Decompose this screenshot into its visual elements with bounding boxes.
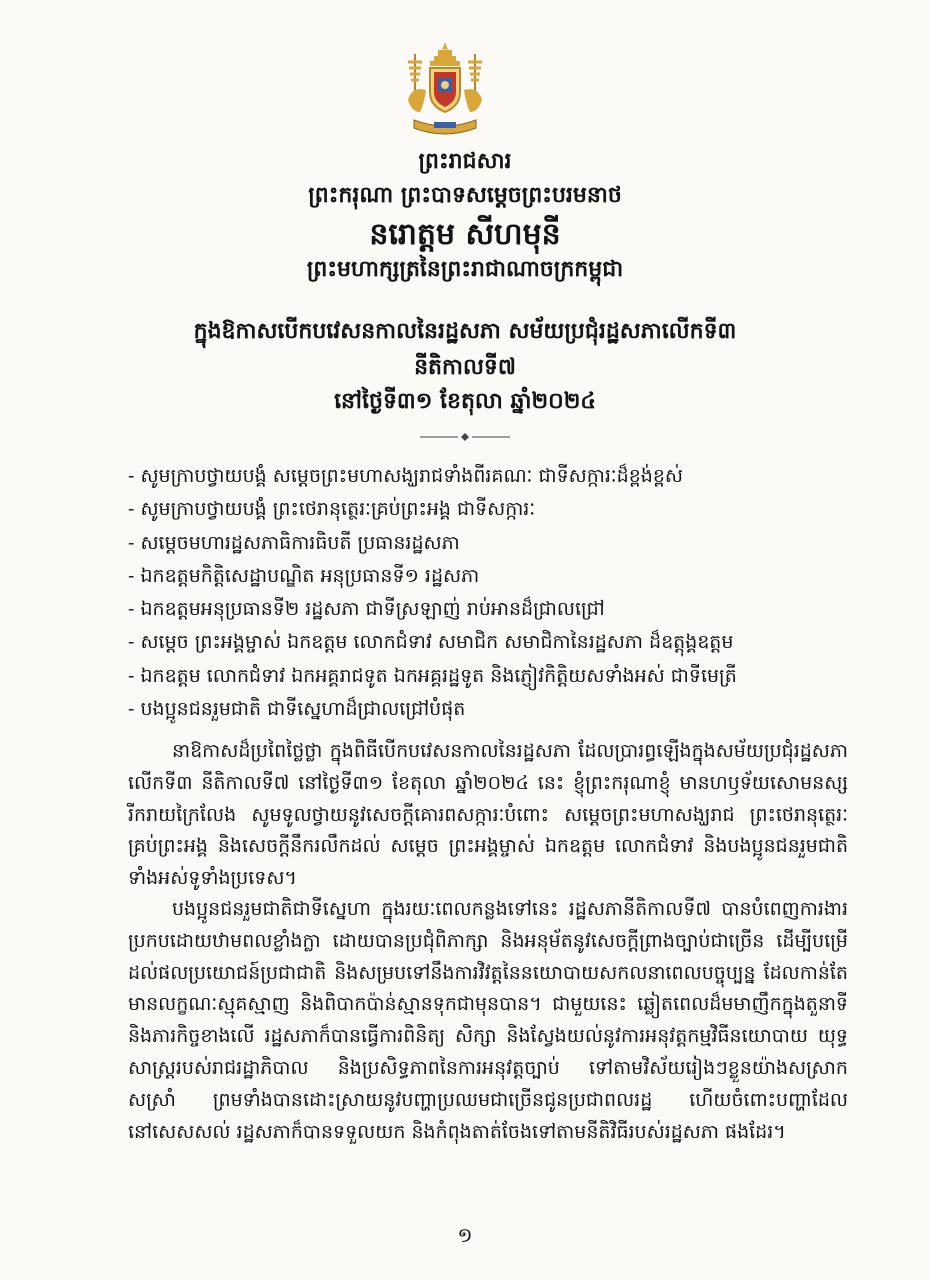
salutation-item: - សម្តេច ព្រះអង្គម្ចាស់ ឯកឧត្តម លោកជំទាវ សមាជិក សមាជិកានៃរដ្ឋសភា ដ៏ឧត្តុង្គឧត្តម: [128, 631, 734, 654]
salutation-item: - សម្តេចមហារដ្ឋសភាធិការធិបតី ប្រធានរដ្ឋសភា: [128, 531, 460, 554]
ornamental-divider: [420, 432, 510, 442]
salutation-item: - បងប្អូនជនរួមជាតិ ជាទីស្នេហាដ៏ជ្រាលជ្រៅបំផុត: [128, 698, 466, 721]
salutation-item: - សូមក្រាបថ្វាយបង្គំ សម្តេចព្រះមហាសង្ឃរាជទាំងពីរគណៈ ជាទីសក្ការៈដ៏ខ្ពង់ខ្ពស់: [128, 465, 684, 487]
page-number: ១: [457, 1223, 473, 1247]
salutation-item: - សូមក្រាបថ្វាយបង្គំ ព្រះថេរានុត្ថេរៈគ្រប់ព្រះអង្គ ជាទីសក្ការៈ: [128, 498, 536, 521]
salutations-list: [128, 460, 848, 726]
king-name: នរោត្តម សីហមុនី: [369, 217, 561, 252]
body-paragraph-2: បងប្អូនជនរួមជាតិជាទីស្នេហា ក្នុងរយៈពេលកន្លងទៅនេះ រដ្ឋសភានីតិកាលទី៧ បានបំពេញការងារប្រកបដោយឋាមពលខ្លាំងក្លា ដោយបានប្រជុំពិភាក្សា និងអនុម័តនូវសេចក្តីព្រាងច្បាប់ជាច្រើន ដើម្បីបម្រើដល់ផលប្រយោជន៍ប្រជាជាតិ និងសម្របទៅនឹងការវិវត្តនៃនយោបាយសកលនាពេលបច្ចុប្បន្ន ដែលកាន់តែមានលក្ខណៈស្មុគស្មាញ និងពិបាកប៉ាន់ស្មានទុកជាមុនបាន។ ជាមួយនេះ ឆ្លៀតពេលដ៏មមាញឹកក្នុងតួនាទីនិងភារកិច្ចខាងលើ រដ្ឋសភាក៏បានធ្វើការពិនិត្យ សិក្សា និងស្វែងយល់នូវការអនុវត្តកម្មវិធីនយោបាយ យុទ្ធសាស្ត្ររបស់រាជរដ្ឋាភិបាល និងប្រសិទ្ធភាពនៃការអនុវត្តច្បាប់ ទៅតាមវិស័យរៀងៗខ្លួនយ៉ាងសស្រាកសស្រាំ ព្រមទាំងបានដោះស្រាយនូវបញ្ហាប្រឈមជាច្រើនជូនប្រជាពលរដ្ឋ ហើយចំពោះបញ្ហាដែលនៅសេសសល់ រដ្ឋសភាក៏បានទទួលយក និងកំពុងតាត់ចែងទៅតាមនីតិវិធីរបស់រដ្ឋសភា ផងដែរ។: [128, 898, 848, 1143]
salutation-item: - ឯកឧត្តម លោកជំទាវ ឯកអគ្គរាជទូត ឯកអគ្គរដ្ឋទូត និងភ្ញៀវកិត្តិយសទាំងអស់ ជាទីមេត្រី: [128, 664, 737, 687]
salutation-item: - ឯកឧត្តមអនុប្រធានទី២ រដ្ឋសភា ជាទីស្រឡាញ់ រាប់អានដ៏ជ្រាលជ្រៅ: [128, 598, 605, 621]
king-role-line: ព្រះមហាក្សត្រនៃព្រះរាជាណាចក្រកម្ពុជា: [306, 256, 624, 282]
body-paragraph-1: នាឱកាសដ៏ប្រពៃថ្លៃថ្លា ក្នុងពិធីបើកបវេសនកាលនៃរដ្ឋសភា ដែលប្រារព្ធឡើងក្នុងសម័យប្រជុំរដ្ឋសភាលើកទី៣ នីតិកាលទី៧ នៅថ្ងៃទី៣១ ខែតុលា ឆ្នាំ២០២៤ នេះ ខ្ញុំព្រះករុណាខ្ញុំ មានហឫទ័យសោមនស្សរីករាយក្រៃលែង សូមទូលថ្វាយនូវសេចក្តីគោរពសក្ការៈបំពោះ សម្តេចព្រះមហាសង្ឃរាជ ព្រះថេរានុត្ថេរៈគ្រប់ព្រះអង្គ និងសេចក្តីនឹករលឹកដល់ សម្តេច ព្រះអង្គម្ចាស់ ឯកឧត្តម លោកជំទាវ និងបងប្អូនជនរួមជាតិទាំងអស់ទូទាំងប្រទេស។: [128, 740, 848, 890]
date-heading: នៅថ្ងៃទី៣១ ខែតុលា ឆ្នាំ២០២៤: [334, 388, 596, 414]
salutation-item: - ឯកឧត្តមកិត្តិសេដ្ឋាបណ្ឌិត អនុប្រធានទី១ រដ្ឋសភា: [128, 564, 480, 587]
document-title: ព្រះរាជសារ: [418, 148, 512, 174]
legislature-heading: នីតិកាលទី៧: [414, 354, 516, 380]
king-title-line: ព្រះករុណា ព្រះបាទសម្តេចព្រះបរមនាថ: [308, 182, 622, 208]
royal-coat-of-arms-emblem: [400, 40, 490, 140]
occasion-heading: ក្នុងឱកាសបើកបវេសនកាលនៃរដ្ឋសភា សម័យប្រជុំរដ្ឋសភាលើកទី៣: [193, 318, 737, 344]
